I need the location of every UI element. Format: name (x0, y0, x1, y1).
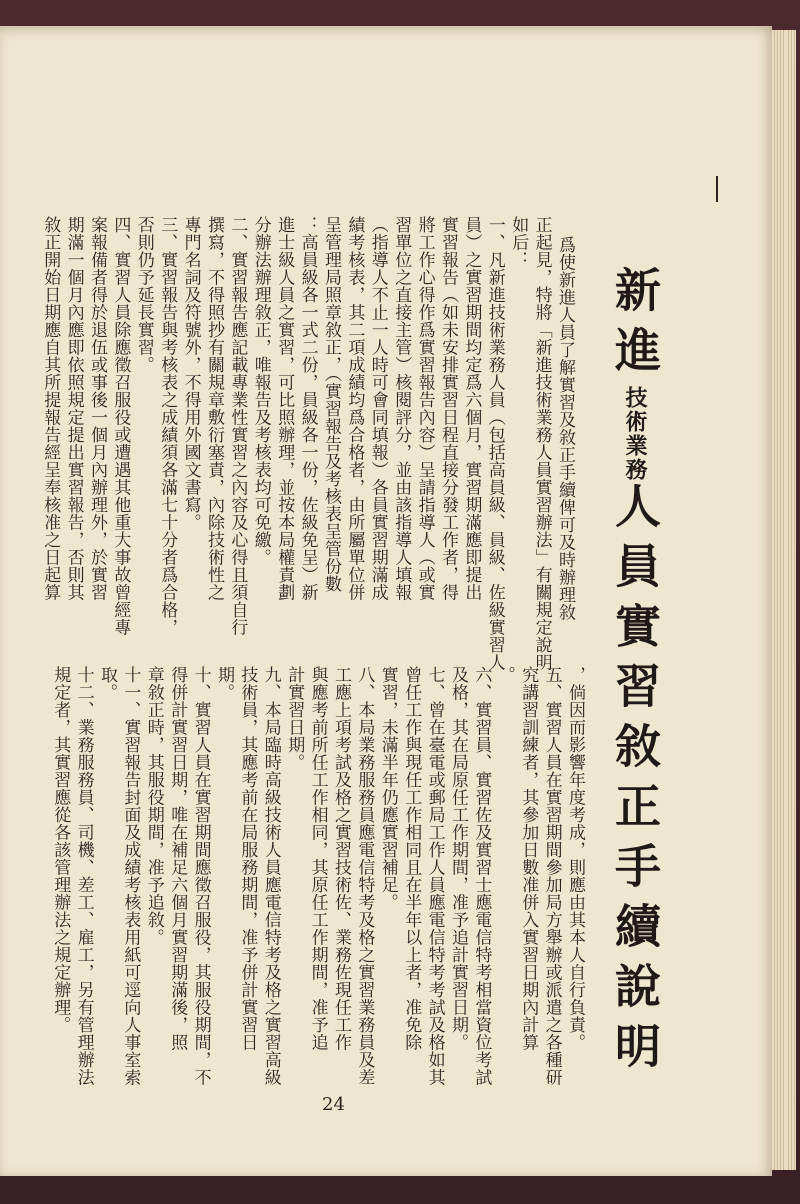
text-column: 員）之實習期間均定爲六個月，實習期滿應即提出 (461, 216, 482, 601)
text-column: 十一、實習報告封面及成績考核表用紙可逕向人事室索 (120, 666, 141, 1086)
text-column: 五、實習人員在實習期間參加局方舉辦或派遣之各種研 (541, 666, 562, 1086)
text-column: 九、本局臨時高級技術人員應電信特考及格之實習高級 (260, 666, 281, 1086)
text-column: ，倘因而影響年度考成，則應由其本人自行負責。 (565, 666, 585, 1051)
title-part-2: 人員實習敘正手續說明 (608, 482, 662, 1082)
text-column: 期滿一個月內應即依照規定提出實習報告，否則其 (63, 216, 84, 601)
text-column: 技術員，其應考前在局服務期間，准予併計實習日 (237, 666, 258, 1051)
text-column: 章敘正時，其服役期間，准予追敘。 (143, 666, 164, 946)
document-page (0, 26, 772, 1176)
text-column: 究講習訓練者，其參加日數准併入實習日期內計算 (518, 666, 539, 1051)
page-edge (786, 30, 796, 1170)
text-column: 正起見，特將「新進技術業務人員實習辦法」有關規定說明 (531, 216, 552, 671)
text-column: 實習，未滿半年仍應實習補足。 (377, 666, 398, 911)
page-edge (772, 30, 786, 1170)
text-column: 及格，其在局原任工作期間，准予追計實習日期。 (448, 666, 468, 1051)
text-column: 期。 (214, 666, 234, 701)
text-column: 三、實習報告與考核表之成績須各滿七十分者爲合格， (157, 216, 178, 636)
text-column: 七、曾在臺電或郵局工作人員應電信特考考試及格如其 (424, 666, 445, 1086)
text-column: 工應上項考試及格之實習技術佐、業務佐現任工作 (331, 666, 351, 1051)
text-column: 一、凡新進技術業務人員（包括高員級、員級、佐級實習人 (484, 216, 505, 671)
text-column: 得併計實習日期，唯在補足六個月實習期滿後，照 (167, 666, 188, 1051)
text-column: 否則仍予延長實習。 (133, 216, 154, 374)
text-column: 規定者，其實習應從各該管理辦法之規定辦理。 (50, 666, 71, 1034)
text-column: 曾任工作與現任工作相同且在半年以上者，准免除 (401, 666, 422, 1051)
text-column: 十二、業務服務員、司機、差工、雇工，另有管理辦法 (73, 666, 94, 1086)
page-title (598, 266, 668, 1082)
text-column: 績考核表，其二項成績均爲合格者，由所屬單位併 (344, 216, 365, 601)
text-column: 呈管理局照章敘正，（實習報告及考核表呈管份數 (321, 216, 341, 593)
text-column: 實習報告（如未安排實習日程直接分發工作者，得 (438, 216, 458, 601)
text-column: 習單位之直接主管）核閱評分，並由該指導人填報 (391, 216, 412, 601)
text-column: 撰寫，不得照抄有關規章敷衍塞責，內除技術性之 (204, 216, 224, 601)
text-column: 計實習日期。 (284, 666, 305, 771)
text-column: 案報備者得於退伍或事後一個月內辦理外，於實習 (87, 216, 107, 601)
text-column: 專門名詞及符號外，不得用外國文書寫。 (180, 216, 201, 531)
header-rule (716, 176, 718, 202)
text-column: 爲使新進人員了解實習及敘正手續俾可及時辦理敘 (555, 236, 575, 621)
text-column: 十、實習人員在實習期間應徵召服役，其服役期間，不 (190, 666, 211, 1086)
text-column: 將工作心得作爲實習報告內容）呈請指導人（或實 (414, 216, 435, 601)
text-column: 二、實習報告應記載專業性實習之內容及心得且須自行 (227, 216, 248, 636)
text-column: ：高員級各一式二份，員級各一份，佐級免呈）新 (297, 216, 318, 601)
title-part-small: 技術業務 (622, 386, 648, 482)
text-column: 八、本局業務服務員應電信特考及格之實習業務員及差 (354, 666, 375, 1086)
text-column: 與應考前所任工作相同，其原任工作期間，准予追 (307, 666, 328, 1051)
text-column: 分辦法辦理敘正，唯報告及考核表均可免繳。 (250, 216, 271, 566)
text-column: 取。 (97, 666, 117, 701)
text-column: 如后： (508, 216, 529, 269)
text-column: 四、實習人員除應徵召服役或遭遇其他重大事故曾經專 (110, 216, 131, 636)
page-number: 24 (322, 1094, 345, 1115)
text-column: 進士級人員之實習，可比照辦理，並按本局權責劃 (274, 216, 295, 601)
text-column: （指導人不止一人時可會同填報）各員實習期滿成 (367, 216, 388, 601)
text-column: 。 (494, 666, 515, 684)
text-column: 六、實習員、實習佐及實習士應電信特考相當資位考試 (471, 666, 492, 1086)
text-column: 敘正開始日期應自其所提報告經呈奉核准之日起算 (40, 216, 61, 601)
title-part-1: 新進 (608, 266, 662, 386)
